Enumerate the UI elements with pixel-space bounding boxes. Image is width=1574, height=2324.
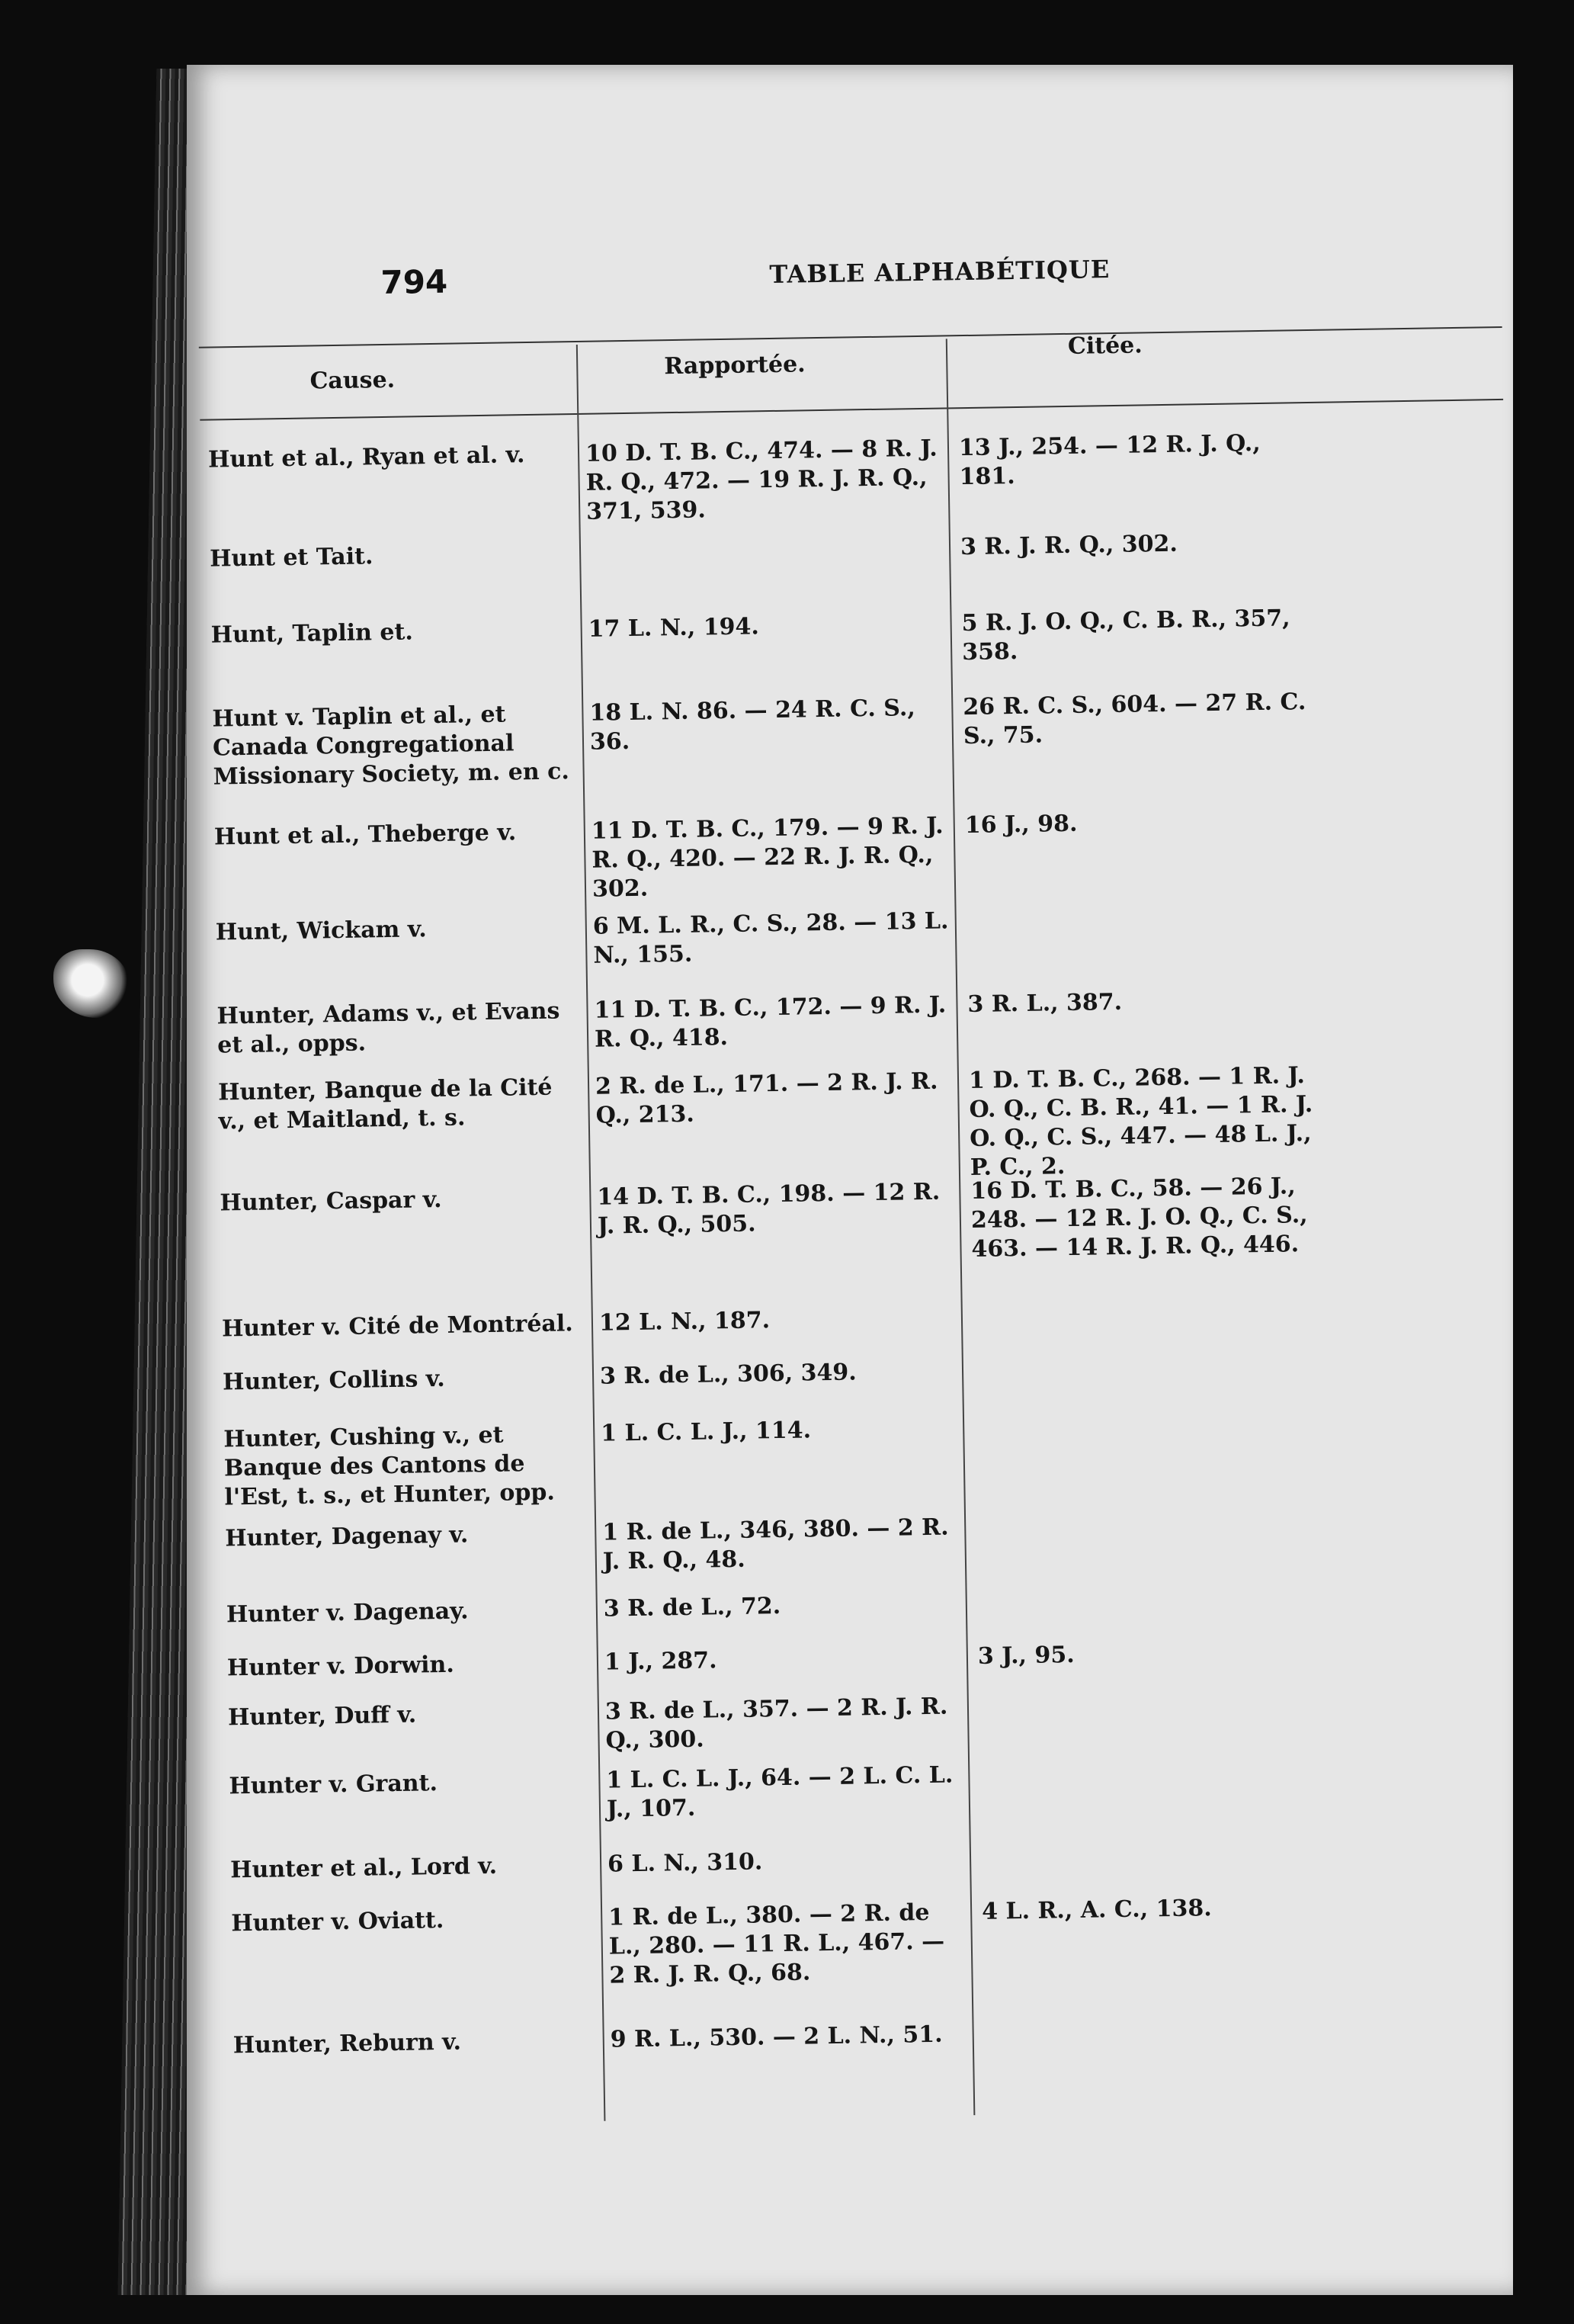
rapportee-cell: 1 L. C. L. J., 64. — 2 L. C. L. J., 107. xyxy=(606,1761,954,1823)
citee-cell: 5 R. J. O. Q., C. B. R., 357, 358. xyxy=(961,605,1290,666)
rapportee-cell: 1 R. de L., 346, 380. — 2 R. J. R. Q., 48. xyxy=(602,1513,949,1575)
citee-cell xyxy=(976,1507,1334,1513)
citee-cell: 4 L. R., A. C., 138. xyxy=(981,1895,1212,1925)
column-header-cause: Cause. xyxy=(309,366,396,395)
cause-cell: Hunter v. Grant. xyxy=(229,1770,438,1800)
cause-cell: Hunt et Tait. xyxy=(209,543,373,573)
citee-cell xyxy=(979,1755,1338,1761)
rapportee-cell: 14 D. T. B. C., 198. — 12 R. J. R. Q., 505. xyxy=(597,1178,941,1240)
cause-cell: Hunter, Cushing v., et Banque des Cantons de l'Est, t. s., et Hunter, opp. xyxy=(223,1421,556,1511)
rapportee-cell: 10 D. T. B. C., 474. — 8 R. J. R. Q., 472. — 19 R. J. R. Q., 371, 539. xyxy=(585,435,938,525)
citee-cell: 3 J., 95. xyxy=(977,1641,1075,1670)
rapportee-cell: 18 L. N. 86. — 24 R. C. S., 36. xyxy=(589,695,916,756)
cause-cell: Hunter v. Dagenay. xyxy=(226,1597,469,1629)
rapportee-cell: 11 D. T. B. C., 179. — 9 R. J. R. Q., 420. — 22 R. J. R. Q., 302. xyxy=(591,812,944,903)
citee-cell xyxy=(973,1351,1332,1356)
citee-cell: 3 R. J. R. Q., 302. xyxy=(960,530,1178,561)
cause-cell: Hunter, Adams v., et Evans et al., opps. xyxy=(216,997,560,1059)
cause-cell: Hunt, Taplin et. xyxy=(210,618,414,649)
cause-cell: Hunter, Duff v. xyxy=(227,1701,417,1732)
cause-cell: Hunter v. Dorwin. xyxy=(226,1651,455,1682)
cause-cell: Hunter, Dagenay v. xyxy=(225,1521,469,1552)
book-page xyxy=(187,65,1513,2295)
citee-cell xyxy=(981,1839,1339,1844)
rapportee-cell: 9 R. L., 530. — 2 L. N., 51. xyxy=(610,2021,943,2053)
cause-cell: Hunt, Wickam v. xyxy=(215,916,427,946)
citee-cell: 1 D. T. B. C., 268. — 1 R. J. O. Q., C. B. R., 41. — 1 R. J. O. Q., C. S., 447. — 48 L. J., P. C., 2. xyxy=(968,1062,1313,1182)
rapportee-cell: 3 R. de L., 72. xyxy=(603,1593,781,1623)
rapportee-cell xyxy=(587,533,945,538)
running-title: TABLE ALPHABÉTIQUE xyxy=(769,255,1111,290)
cause-cell: Hunter, Banque de la Cité v., et Maitland, t. s. xyxy=(217,1074,553,1135)
cause-cell: Hunt et al., Ryan et al. v. xyxy=(207,441,525,473)
rapportee-cell: 1 J., 287. xyxy=(604,1647,717,1676)
cause-cell: Hunter, Reburn v. xyxy=(232,2028,462,2059)
rapportee-cell: 12 L. N., 187. xyxy=(598,1307,771,1337)
citee-cell xyxy=(973,1298,1331,1303)
citee-cell xyxy=(979,1687,1337,1692)
rapportee-cell: 1 L. C. L. J., 114. xyxy=(600,1417,812,1447)
citee-cell: 3 R. L., 387. xyxy=(967,988,1123,1019)
rapportee-cell: 11 D. T. B. C., 172. — 9 R. J. R. Q., 418. xyxy=(594,991,947,1053)
cause-cell: Hunter et al., Lord v. xyxy=(229,1852,498,1884)
rapportee-cell: 17 L. N., 194. xyxy=(588,613,760,643)
rapportee-cell: 6 L. N., 310. xyxy=(607,1848,763,1878)
page-number: 794 xyxy=(380,262,448,302)
cause-cell: Hunter, Caspar v. xyxy=(220,1186,442,1217)
column-header-citee: Citée. xyxy=(1067,332,1143,360)
cause-cell: Hunter, Collins v. xyxy=(222,1365,445,1396)
rapportee-cell: 6 M. L. R., C. S., 28. — 13 L. N., 155. xyxy=(592,907,949,969)
citee-cell: 16 J., 98. xyxy=(964,810,1078,839)
cause-cell: Hunt v. Taplin et al., et Canada Congregational Missionary Society, m. en c. xyxy=(212,701,570,791)
page-content xyxy=(187,44,1548,2295)
citee-cell: 13 J., 254. — 12 R. J. Q., 181. xyxy=(958,429,1261,491)
column-header-rapportee: Rapportée. xyxy=(664,351,806,380)
citee-cell xyxy=(966,901,1324,907)
citee-cell xyxy=(977,1584,1335,1589)
citee-cell xyxy=(974,1408,1332,1414)
rapportee-cell: 1 R. de L., 380. — 2 R. de L., 280. — 11 R. L., 467. — 2 R. J. R. Q., 68. xyxy=(607,1899,945,1989)
cause-cell: Hunter v. Oviatt. xyxy=(231,1907,444,1937)
rapportee-cell: 3 R. de L., 306, 349. xyxy=(599,1359,857,1390)
citee-cell: 16 D. T. B. C., 58. — 26 J., 248. — 12 R. J. O. Q., C. S., 463. — 14 R. J. R. Q., 446. xyxy=(970,1173,1308,1263)
cause-cell: Hunt et al., Theberge v. xyxy=(213,819,517,851)
paper-damage-spot xyxy=(53,949,130,1018)
cause-cell: Hunter v. Cité de Montréal. xyxy=(221,1310,573,1343)
header-rule xyxy=(199,326,1502,348)
rapportee-cell: 2 R. de L., 171. — 2 R. J. R. Q., 213. xyxy=(595,1067,938,1129)
column-header-rule xyxy=(200,399,1503,421)
citee-cell: 26 R. C. S., 604. — 27 R. C. S., 75. xyxy=(963,689,1306,750)
citee-cell xyxy=(983,2014,1342,2020)
rapportee-cell: 3 R. de L., 357. — 2 R. J. R. Q., 300. xyxy=(604,1693,948,1754)
